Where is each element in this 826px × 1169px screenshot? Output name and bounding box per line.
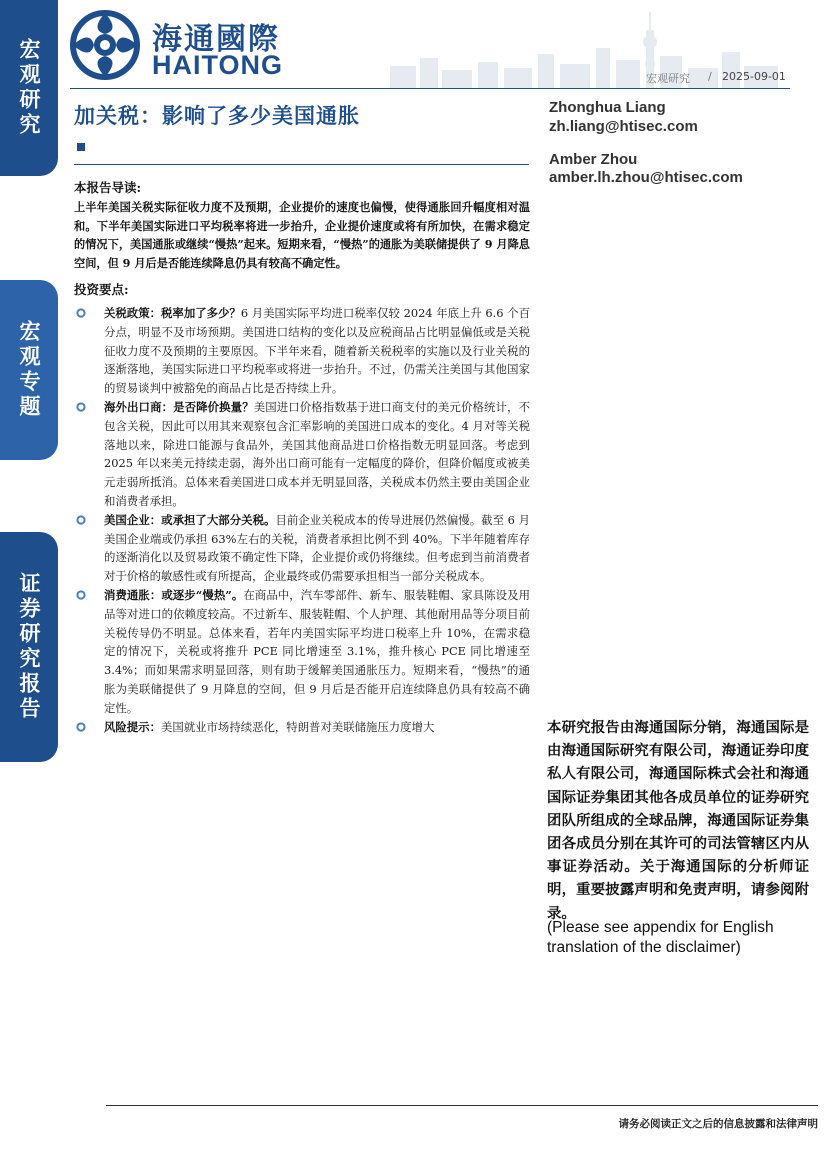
highlights-heading: 投资要点:	[74, 282, 129, 297]
side-tab-macro-topic: 宏观专题	[0, 280, 58, 460]
logo-text-en: HAITONG	[152, 50, 284, 80]
author-email-1[interactable]: zh.liang@htisec.com	[549, 118, 698, 135]
bullet-ring-icon	[76, 590, 86, 600]
highlights-list	[74, 304, 530, 736]
bullet-text: 6 月美国实际平均进口税率仅较 2024 年底上升 6.6 个百分点，明显不及市场预期。美国进口结构的变化以及应税商品占比明显偏低或是关税征收力度不及预期的主要原因。下半年来看，随着新关税税率的实施以及行业关税的逐渐落地，美国实际进口平均税率或将进一步抬升。不过，仍需关注美国与其他国家的贸易谈判中被豁免的商品占比是否持续上升。	[104, 306, 530, 396]
header-rule	[70, 88, 790, 89]
side-tab-securities-report: 证券研究报告	[0, 532, 58, 762]
bullet-heading: 海外出口商：是否降价换量？	[104, 399, 254, 414]
title-rule	[74, 164, 529, 165]
list-item	[74, 586, 530, 718]
bullet-ring-icon	[76, 722, 86, 732]
title-square-marker	[77, 143, 85, 151]
logo-text-cn: 海通國際	[152, 22, 280, 57]
bullet-text: 美国就业市场持续恶化，特朗普对美联储施压力度增大	[160, 719, 435, 734]
list-item	[74, 304, 530, 398]
author-email-2[interactable]: amber.lh.zhou@htisec.com	[549, 169, 743, 186]
list-item	[74, 398, 530, 511]
list-item	[74, 511, 530, 586]
list-item	[74, 718, 530, 737]
bullet-text: 美国进口价格指数基于进口商支付的美元价格统计，不包含关税，因此可以用其来观察包含汇率影响的美国进口成本的变化。4 月对等关税落地以来，除进口能源与食品外，美国其他商品进口价格指数无明显回落。考虑到 2025 年以来美元持续走弱，海外出口商可能有一定幅度的降价，但降价幅度或被美元走弱所抵消。总体来看美国进口成本并无明显回落，关税成本仍然主要由美国企业和消费者承担。	[104, 399, 530, 508]
footer-note: 请务必阅读正文之后的信息披露和法律声明	[618, 1118, 818, 1130]
haitong-logo-icon	[70, 10, 140, 80]
bullet-heading: 消费通胀：或逐步“慢热”。	[104, 587, 244, 602]
bullet-text: 目前企业关税成本的传导进展仍然偏慢。截至 6 月美国企业端或仍承担 63%左右的关税，消费者承担比例不到 40%。下半年随着库存的逐渐消化以及贸易政策不确定性下降，企业提价或仍将继续。但考虑到当前消费者对于价格的敏感性或有所提高，企业最终或仍需要承担相当一部分关税成本。	[104, 512, 530, 584]
author-name-2: Amber Zhou	[549, 151, 638, 168]
header-category: 宏观研究	[646, 72, 690, 85]
guide-text: 上半年美国关税实际征收力度不及预期，企业提价的速度也偏慢，使得通胀回升幅度相对温和。下半年美国实际进口平均税率将进一步抬升，企业提价速度或将有所加快，在需求稳定的情况下，美国通胀或继续“慢热”起来。短期来看，“慢热”的通胀为美联储提供了 9 月降息空间，但 9 月后是否能连续降息仍具有较高不确定性。	[74, 200, 530, 270]
bullet-ring-icon	[76, 402, 86, 412]
side-tab-macro-research: 宏观研究	[0, 0, 58, 176]
footer-rule	[106, 1105, 818, 1106]
header-date: 2025-09-01	[722, 70, 786, 83]
bullet-text: 在商品中，汽车零部件、新车、服装鞋帽、家具陈设及用品等对进口的依赖度较高。不过新车、服装鞋帽、个人护理、其他耐用品等分项目前关税传导仍不明显。总体来看，若年内美国实际平均进口税率上升 10%，在需求稳定的情况下，关税或将推升 PCE 同比增速至 3.1%，推升核心 PCE 同比增速至 3.4%；而如果需求明显回落，则有助于缓解美国通胀压力。短期来看，“慢热”的通胀为美联储提供了 9 月降息的空间，但 9 月后是否能开启连续降息仍具有较高不确定性。	[104, 587, 530, 715]
report-title: 加关税：影响了多少美国通胀	[74, 103, 360, 128]
disclaimer-en: (Please see appendix for English translation of the disclaimer)	[547, 919, 774, 956]
author-name-1: Zhonghua Liang	[549, 99, 666, 116]
guide-heading: 本报告导读:	[74, 180, 142, 195]
bullet-heading: 关税政策：税率加了多少？	[104, 306, 241, 320]
bullet-heading: 风险提示：	[104, 719, 161, 734]
bullet-ring-icon	[76, 515, 86, 525]
bullet-heading: 美国企业：或承担了大部分关税。	[104, 512, 276, 527]
header-separator: /	[708, 70, 712, 83]
bullet-ring-icon	[76, 308, 86, 318]
disclaimer-cn: 本研究报告由海通国际分销，海通国际是由海通国际研究有限公司，海通证券印度私人有限公司，海通国际株式会社和海通国际证券集团其他各成员单位的证券研究团队所组成的全球品牌，海通国际证券集团各成员分别在其许可的司法管辖区内从事证券活动。关于海通国际的分析师证明，重要披露声明和免责声明，请参阅附录。	[547, 719, 809, 922]
